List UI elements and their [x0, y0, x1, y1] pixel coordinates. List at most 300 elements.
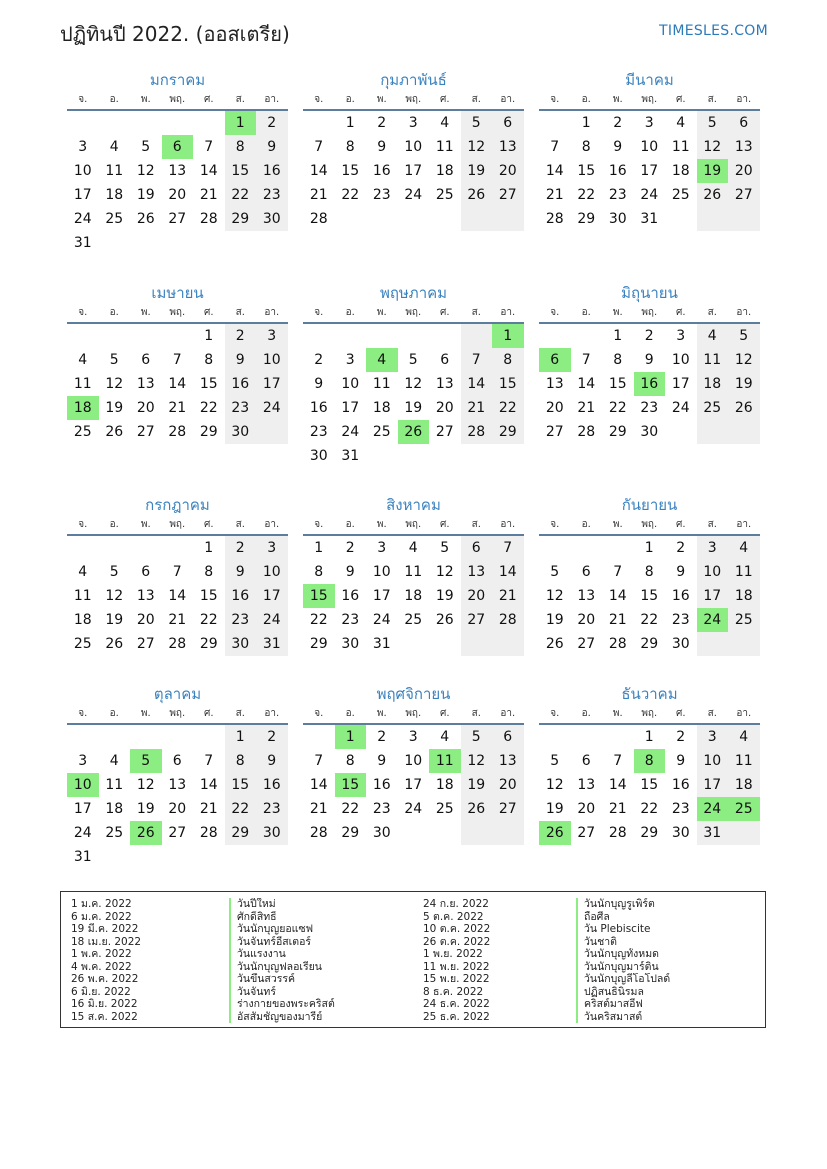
day-cell[interactable]: 18 [105, 187, 124, 203]
day-cell[interactable]: 2 [235, 540, 245, 556]
day-cell[interactable]: 17 [341, 400, 360, 416]
day-cell[interactable]: 26 [435, 612, 454, 628]
day-cell[interactable]: 7 [581, 352, 591, 368]
day-cell[interactable]: 11 [105, 163, 124, 179]
site-link[interactable]: TIMESLES.COM [659, 23, 768, 39]
day-cell[interactable]: 31 [73, 235, 92, 251]
day-cell[interactable]: 9 [676, 564, 686, 580]
day-cell[interactable]: 24 [73, 825, 92, 841]
day-cell[interactable]: 30 [231, 424, 250, 440]
day-cell[interactable]: 6 [440, 352, 450, 368]
day-cell[interactable]: 30 [262, 211, 281, 227]
day-cell[interactable]: 9 [235, 352, 245, 368]
day-cell[interactable]: 13 [577, 777, 596, 793]
day-cell[interactable]: 2 [267, 115, 277, 131]
day-cell[interactable]: 14 [199, 163, 218, 179]
day-cell[interactable]: 8 [644, 564, 654, 580]
day-cell[interactable]: 15 [199, 376, 218, 392]
holiday-day-cell[interactable]: 6 [162, 135, 194, 159]
day-cell[interactable]: 12 [105, 376, 124, 392]
day-cell[interactable]: 17 [404, 163, 423, 179]
day-cell[interactable]: 25 [105, 211, 124, 227]
day-cell[interactable]: 8 [204, 352, 214, 368]
day-cell[interactable]: 23 [262, 801, 281, 817]
day-cell[interactable]: 4 [109, 139, 119, 155]
day-cell[interactable]: 1 [314, 540, 324, 556]
day-cell[interactable]: 1 [204, 328, 214, 344]
day-cell[interactable]: 22 [498, 400, 517, 416]
day-cell[interactable]: 1 [644, 540, 654, 556]
day-cell[interactable]: 10 [372, 564, 391, 580]
day-cell[interactable]: 6 [471, 540, 481, 556]
day-cell[interactable]: 10 [341, 376, 360, 392]
day-cell[interactable]: 28 [498, 612, 517, 628]
day-cell[interactable]: 9 [613, 139, 623, 155]
day-cell[interactable]: 23 [231, 400, 250, 416]
day-cell[interactable]: 25 [734, 612, 753, 628]
day-cell[interactable]: 20 [435, 400, 454, 416]
holiday-day-cell[interactable]: 16 [634, 372, 666, 396]
holiday-day-cell[interactable]: 11 [429, 749, 461, 773]
day-cell[interactable]: 7 [314, 139, 324, 155]
day-cell[interactable]: 24 [73, 211, 92, 227]
day-cell[interactable]: 11 [105, 777, 124, 793]
holiday-day-cell[interactable]: 18 [67, 396, 99, 420]
day-cell[interactable]: 16 [262, 777, 281, 793]
day-cell[interactable]: 13 [467, 564, 486, 580]
day-cell[interactable]: 31 [703, 825, 722, 841]
day-cell[interactable]: 21 [309, 801, 328, 817]
day-cell[interactable]: 21 [577, 400, 596, 416]
day-cell[interactable]: 22 [608, 400, 627, 416]
holiday-day-cell[interactable]: 5 [130, 749, 162, 773]
day-cell[interactable]: 8 [204, 564, 214, 580]
day-cell[interactable]: 30 [341, 636, 360, 652]
day-cell[interactable]: 3 [267, 328, 277, 344]
day-cell[interactable]: 18 [734, 777, 753, 793]
holiday-day-cell[interactable]: 26 [398, 420, 430, 444]
day-cell[interactable]: 3 [408, 729, 418, 745]
day-cell[interactable]: 13 [136, 376, 155, 392]
day-cell[interactable]: 21 [309, 187, 328, 203]
day-cell[interactable]: 16 [608, 163, 627, 179]
day-cell[interactable]: 2 [676, 540, 686, 556]
day-cell[interactable]: 10 [703, 564, 722, 580]
day-cell[interactable]: 4 [440, 115, 450, 131]
day-cell[interactable]: 21 [608, 801, 627, 817]
day-cell[interactable]: 23 [640, 400, 659, 416]
day-cell[interactable]: 9 [377, 753, 387, 769]
day-cell[interactable]: 1 [581, 115, 591, 131]
day-cell[interactable]: 30 [608, 211, 627, 227]
day-cell[interactable]: 2 [267, 729, 277, 745]
day-cell[interactable]: 3 [78, 753, 88, 769]
day-cell[interactable]: 20 [577, 612, 596, 628]
day-cell[interactable]: 19 [545, 612, 564, 628]
day-cell[interactable]: 24 [640, 187, 659, 203]
day-cell[interactable]: 11 [73, 588, 92, 604]
day-cell[interactable]: 7 [503, 540, 513, 556]
day-cell[interactable]: 21 [199, 187, 218, 203]
day-cell[interactable]: 3 [78, 139, 88, 155]
holiday-day-cell[interactable]: 4 [366, 348, 398, 372]
day-cell[interactable]: 8 [345, 753, 355, 769]
day-cell[interactable]: 7 [314, 753, 324, 769]
day-cell[interactable]: 18 [734, 588, 753, 604]
day-cell[interactable]: 5 [109, 352, 119, 368]
day-cell[interactable]: 21 [168, 612, 187, 628]
day-cell[interactable]: 30 [372, 825, 391, 841]
day-cell[interactable]: 12 [435, 564, 454, 580]
day-cell[interactable]: 17 [671, 376, 690, 392]
day-cell[interactable]: 25 [105, 825, 124, 841]
day-cell[interactable]: 3 [644, 115, 654, 131]
day-cell[interactable]: 15 [498, 376, 517, 392]
day-cell[interactable]: 14 [498, 564, 517, 580]
day-cell[interactable]: 16 [231, 376, 250, 392]
day-cell[interactable]: 1 [644, 729, 654, 745]
day-cell[interactable]: 24 [372, 612, 391, 628]
day-cell[interactable]: 30 [231, 636, 250, 652]
day-cell[interactable]: 29 [640, 825, 659, 841]
day-cell[interactable]: 10 [404, 753, 423, 769]
day-cell[interactable]: 16 [671, 588, 690, 604]
day-cell[interactable]: 3 [408, 115, 418, 131]
day-cell[interactable]: 20 [734, 163, 753, 179]
day-cell[interactable]: 13 [734, 139, 753, 155]
day-cell[interactable]: 11 [734, 753, 753, 769]
day-cell[interactable]: 11 [703, 352, 722, 368]
day-cell[interactable]: 7 [204, 753, 214, 769]
day-cell[interactable]: 17 [404, 777, 423, 793]
day-cell[interactable]: 24 [262, 612, 281, 628]
day-cell[interactable]: 3 [707, 540, 717, 556]
day-cell[interactable]: 2 [377, 115, 387, 131]
day-cell[interactable]: 17 [703, 777, 722, 793]
day-cell[interactable]: 7 [204, 139, 214, 155]
day-cell[interactable]: 27 [545, 424, 564, 440]
day-cell[interactable]: 4 [676, 115, 686, 131]
day-cell[interactable]: 5 [440, 540, 450, 556]
day-cell[interactable]: 20 [577, 801, 596, 817]
day-cell[interactable]: 19 [467, 163, 486, 179]
day-cell[interactable]: 16 [309, 400, 328, 416]
day-cell[interactable]: 11 [404, 564, 423, 580]
day-cell[interactable]: 28 [199, 211, 218, 227]
day-cell[interactable]: 7 [172, 352, 182, 368]
day-cell[interactable]: 23 [608, 187, 627, 203]
day-cell[interactable]: 2 [613, 115, 623, 131]
day-cell[interactable]: 31 [262, 636, 281, 652]
day-cell[interactable]: 7 [172, 564, 182, 580]
day-cell[interactable]: 27 [136, 636, 155, 652]
day-cell[interactable]: 22 [640, 612, 659, 628]
holiday-day-cell[interactable]: 26 [130, 821, 162, 845]
day-cell[interactable]: 13 [498, 139, 517, 155]
day-cell[interactable]: 30 [262, 825, 281, 841]
day-cell[interactable]: 21 [608, 612, 627, 628]
holiday-day-cell[interactable]: 8 [634, 749, 666, 773]
day-cell[interactable]: 14 [168, 588, 187, 604]
day-cell[interactable]: 28 [577, 424, 596, 440]
day-cell[interactable]: 24 [262, 400, 281, 416]
day-cell[interactable]: 5 [109, 564, 119, 580]
day-cell[interactable]: 4 [408, 540, 418, 556]
day-cell[interactable]: 22 [577, 187, 596, 203]
day-cell[interactable]: 8 [235, 139, 245, 155]
day-cell[interactable]: 6 [141, 564, 151, 580]
day-cell[interactable]: 27 [435, 424, 454, 440]
day-cell[interactable]: 4 [739, 729, 749, 745]
day-cell[interactable]: 5 [707, 115, 717, 131]
day-cell[interactable]: 9 [314, 376, 324, 392]
day-cell[interactable]: 23 [671, 801, 690, 817]
day-cell[interactable]: 27 [168, 825, 187, 841]
day-cell[interactable]: 13 [435, 376, 454, 392]
day-cell[interactable]: 29 [309, 636, 328, 652]
day-cell[interactable]: 6 [141, 352, 151, 368]
day-cell[interactable]: 26 [136, 211, 155, 227]
day-cell[interactable]: 17 [262, 588, 281, 604]
day-cell[interactable]: 11 [734, 564, 753, 580]
day-cell[interactable]: 22 [199, 400, 218, 416]
day-cell[interactable]: 27 [734, 187, 753, 203]
day-cell[interactable]: 5 [408, 352, 418, 368]
day-cell[interactable]: 30 [309, 448, 328, 464]
day-cell[interactable]: 4 [78, 352, 88, 368]
day-cell[interactable]: 7 [550, 139, 560, 155]
day-cell[interactable]: 25 [372, 424, 391, 440]
day-cell[interactable]: 21 [498, 588, 517, 604]
day-cell[interactable]: 20 [498, 163, 517, 179]
day-cell[interactable]: 6 [503, 729, 513, 745]
day-cell[interactable]: 17 [703, 588, 722, 604]
day-cell[interactable]: 14 [199, 777, 218, 793]
holiday-day-cell[interactable]: 1 [492, 324, 524, 348]
day-cell[interactable]: 2 [377, 729, 387, 745]
day-cell[interactable]: 28 [309, 211, 328, 227]
day-cell[interactable]: 13 [545, 376, 564, 392]
holiday-day-cell[interactable]: 19 [697, 159, 729, 183]
day-cell[interactable]: 23 [309, 424, 328, 440]
day-cell[interactable]: 3 [267, 540, 277, 556]
day-cell[interactable]: 1 [613, 328, 623, 344]
day-cell[interactable]: 1 [235, 729, 245, 745]
day-cell[interactable]: 12 [703, 139, 722, 155]
day-cell[interactable]: 31 [640, 211, 659, 227]
day-cell[interactable]: 5 [471, 729, 481, 745]
day-cell[interactable]: 18 [372, 400, 391, 416]
day-cell[interactable]: 5 [550, 564, 560, 580]
day-cell[interactable]: 14 [467, 376, 486, 392]
day-cell[interactable]: 16 [372, 163, 391, 179]
day-cell[interactable]: 17 [640, 163, 659, 179]
day-cell[interactable]: 2 [314, 352, 324, 368]
day-cell[interactable]: 2 [235, 328, 245, 344]
day-cell[interactable]: 10 [73, 163, 92, 179]
day-cell[interactable]: 30 [671, 825, 690, 841]
holiday-day-cell[interactable]: 24 [697, 608, 729, 632]
day-cell[interactable]: 19 [404, 400, 423, 416]
day-cell[interactable]: 27 [577, 636, 596, 652]
day-cell[interactable]: 19 [545, 801, 564, 817]
day-cell[interactable]: 18 [404, 588, 423, 604]
day-cell[interactable]: 4 [78, 564, 88, 580]
day-cell[interactable]: 29 [498, 424, 517, 440]
day-cell[interactable]: 23 [372, 801, 391, 817]
day-cell[interactable]: 19 [105, 612, 124, 628]
day-cell[interactable]: 17 [73, 187, 92, 203]
day-cell[interactable]: 26 [467, 187, 486, 203]
day-cell[interactable]: 28 [309, 825, 328, 841]
day-cell[interactable]: 26 [105, 424, 124, 440]
day-cell[interactable]: 28 [199, 825, 218, 841]
day-cell[interactable]: 3 [377, 540, 387, 556]
day-cell[interactable]: 12 [545, 588, 564, 604]
day-cell[interactable]: 18 [703, 376, 722, 392]
day-cell[interactable]: 13 [136, 588, 155, 604]
day-cell[interactable]: 31 [372, 636, 391, 652]
day-cell[interactable]: 18 [435, 777, 454, 793]
day-cell[interactable]: 5 [141, 139, 151, 155]
day-cell[interactable]: 25 [671, 187, 690, 203]
day-cell[interactable]: 6 [581, 564, 591, 580]
day-cell[interactable]: 1 [204, 540, 214, 556]
day-cell[interactable]: 9 [235, 564, 245, 580]
holiday-day-cell[interactable]: 10 [67, 773, 99, 797]
day-cell[interactable]: 4 [440, 729, 450, 745]
day-cell[interactable]: 19 [435, 588, 454, 604]
day-cell[interactable]: 27 [168, 211, 187, 227]
day-cell[interactable]: 7 [471, 352, 481, 368]
day-cell[interactable]: 14 [309, 163, 328, 179]
day-cell[interactable]: 12 [404, 376, 423, 392]
day-cell[interactable]: 16 [231, 588, 250, 604]
day-cell[interactable]: 25 [435, 801, 454, 817]
day-cell[interactable]: 19 [105, 400, 124, 416]
day-cell[interactable]: 14 [309, 777, 328, 793]
day-cell[interactable]: 27 [498, 187, 517, 203]
day-cell[interactable]: 21 [467, 400, 486, 416]
day-cell[interactable]: 20 [168, 187, 187, 203]
day-cell[interactable]: 15 [231, 163, 250, 179]
day-cell[interactable]: 16 [372, 777, 391, 793]
day-cell[interactable]: 8 [503, 352, 513, 368]
day-cell[interactable]: 22 [640, 801, 659, 817]
day-cell[interactable]: 20 [136, 612, 155, 628]
day-cell[interactable]: 12 [467, 753, 486, 769]
day-cell[interactable]: 26 [703, 187, 722, 203]
day-cell[interactable]: 5 [550, 753, 560, 769]
day-cell[interactable]: 9 [267, 753, 277, 769]
day-cell[interactable]: 29 [640, 636, 659, 652]
day-cell[interactable]: 14 [545, 163, 564, 179]
day-cell[interactable]: 14 [608, 588, 627, 604]
day-cell[interactable]: 30 [671, 636, 690, 652]
day-cell[interactable]: 10 [703, 753, 722, 769]
day-cell[interactable]: 10 [262, 352, 281, 368]
day-cell[interactable]: 15 [577, 163, 596, 179]
day-cell[interactable]: 14 [608, 777, 627, 793]
day-cell[interactable]: 18 [105, 801, 124, 817]
day-cell[interactable]: 8 [581, 139, 591, 155]
day-cell[interactable]: 10 [671, 352, 690, 368]
day-cell[interactable]: 21 [545, 187, 564, 203]
day-cell[interactable]: 25 [73, 636, 92, 652]
day-cell[interactable]: 31 [73, 849, 92, 865]
day-cell[interactable]: 5 [739, 328, 749, 344]
day-cell[interactable]: 29 [231, 825, 250, 841]
day-cell[interactable]: 12 [545, 777, 564, 793]
day-cell[interactable]: 20 [168, 801, 187, 817]
day-cell[interactable]: 13 [168, 777, 187, 793]
day-cell[interactable]: 26 [734, 400, 753, 416]
day-cell[interactable]: 8 [613, 352, 623, 368]
day-cell[interactable]: 19 [136, 187, 155, 203]
day-cell[interactable]: 7 [613, 753, 623, 769]
day-cell[interactable]: 3 [676, 328, 686, 344]
day-cell[interactable]: 22 [341, 801, 360, 817]
day-cell[interactable]: 15 [199, 588, 218, 604]
day-cell[interactable]: 13 [498, 753, 517, 769]
day-cell[interactable]: 19 [136, 801, 155, 817]
day-cell[interactable]: 30 [640, 424, 659, 440]
holiday-day-cell[interactable]: 26 [539, 821, 571, 845]
day-cell[interactable]: 26 [467, 801, 486, 817]
day-cell[interactable]: 14 [577, 376, 596, 392]
day-cell[interactable]: 19 [734, 376, 753, 392]
day-cell[interactable]: 9 [676, 753, 686, 769]
day-cell[interactable]: 21 [199, 801, 218, 817]
day-cell[interactable]: 23 [671, 612, 690, 628]
day-cell[interactable]: 28 [608, 636, 627, 652]
day-cell[interactable]: 20 [498, 777, 517, 793]
day-cell[interactable]: 7 [613, 564, 623, 580]
day-cell[interactable]: 2 [644, 328, 654, 344]
day-cell[interactable]: 15 [640, 588, 659, 604]
day-cell[interactable]: 18 [435, 163, 454, 179]
day-cell[interactable]: 27 [577, 825, 596, 841]
day-cell[interactable]: 15 [231, 777, 250, 793]
day-cell[interactable]: 1 [345, 115, 355, 131]
day-cell[interactable]: 12 [734, 352, 753, 368]
day-cell[interactable]: 8 [314, 564, 324, 580]
day-cell[interactable]: 4 [109, 753, 119, 769]
day-cell[interactable]: 28 [467, 424, 486, 440]
day-cell[interactable]: 29 [577, 211, 596, 227]
day-cell[interactable]: 14 [168, 376, 187, 392]
day-cell[interactable]: 16 [671, 777, 690, 793]
day-cell[interactable]: 25 [703, 400, 722, 416]
day-cell[interactable]: 23 [372, 187, 391, 203]
day-cell[interactable]: 27 [136, 424, 155, 440]
day-cell[interactable]: 23 [231, 612, 250, 628]
day-cell[interactable]: 20 [136, 400, 155, 416]
day-cell[interactable]: 26 [545, 636, 564, 652]
day-cell[interactable]: 31 [341, 448, 360, 464]
day-cell[interactable]: 29 [231, 211, 250, 227]
day-cell[interactable]: 10 [640, 139, 659, 155]
day-cell[interactable]: 5 [471, 115, 481, 131]
day-cell[interactable]: 19 [467, 777, 486, 793]
day-cell[interactable]: 27 [498, 801, 517, 817]
day-cell[interactable]: 11 [73, 376, 92, 392]
day-cell[interactable]: 6 [172, 753, 182, 769]
day-cell[interactable]: 28 [608, 825, 627, 841]
day-cell[interactable]: 10 [262, 564, 281, 580]
day-cell[interactable]: 27 [467, 612, 486, 628]
day-cell[interactable]: 20 [545, 400, 564, 416]
